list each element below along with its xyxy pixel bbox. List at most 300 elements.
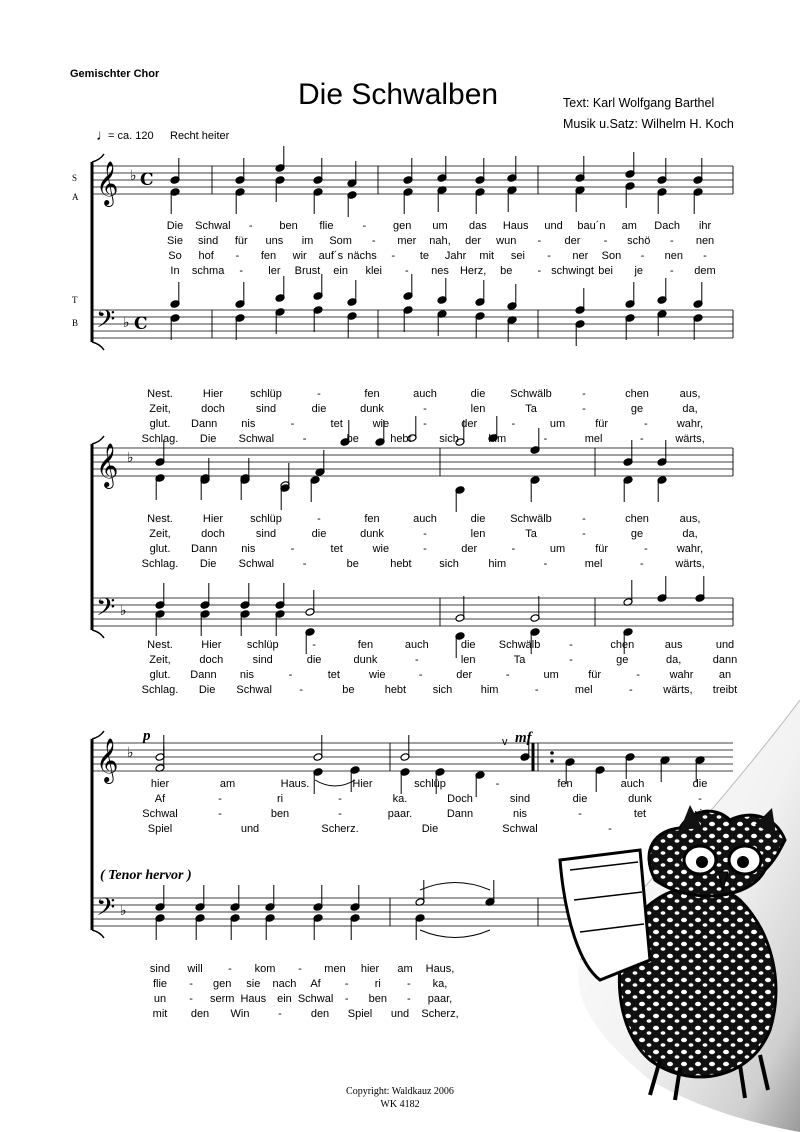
lyric-syllable: So [168, 250, 182, 262]
lyric-syllable: wärts, [663, 684, 693, 696]
lyric-syllable: auch [620, 778, 645, 790]
lyric-syllable: hebt [384, 684, 407, 696]
lyric-syllable: Herz, [459, 265, 487, 277]
lyric-syllable: him [488, 433, 507, 445]
lyric-syllable: be [346, 433, 359, 445]
lyric-syllable: - [371, 235, 376, 247]
lyric-syllable: Sie [167, 235, 183, 247]
lyric-syllable: - [582, 513, 586, 525]
lyric-syllable: - [391, 250, 396, 262]
lyric-syllable: flie [319, 220, 334, 232]
lyric-syllable: chen [610, 639, 635, 651]
lyric-syllable: - [703, 250, 707, 262]
treble-clef: 𝄞 [96, 161, 119, 205]
lyric-syllable: fen [557, 778, 573, 790]
lyric-syllable: Schwal [142, 808, 178, 820]
lyric-syllable: tet [330, 543, 343, 555]
lyric-syllable: bei [598, 265, 613, 277]
system-bracket [92, 930, 104, 938]
lyric-syllable: Zeit, [149, 528, 171, 540]
lyric-syllable: mit [152, 1008, 168, 1020]
lyric-syllable: - [640, 250, 645, 262]
lyric-syllable: Schwälb [510, 388, 552, 400]
lyric-syllable: um [543, 669, 559, 681]
lyric-syllable: dunk [353, 654, 378, 666]
lyric-syllable: den [190, 1008, 210, 1020]
lyric-syllable: Die [421, 823, 439, 835]
lyric-syllable: die [692, 778, 708, 790]
lyric-syllable: ben [279, 220, 298, 232]
lyric-syllable: him [480, 684, 499, 696]
quarter-note-icon: ♩ [96, 127, 111, 144]
catalog-number: WK 4182 [380, 1099, 420, 1110]
lyric-syllable: - [582, 528, 586, 540]
lyric-syllable: In [170, 265, 180, 277]
lyric-syllable: will [187, 963, 203, 975]
lyric-syllable: - [407, 978, 411, 990]
lyric-syllable: schlüp [246, 639, 279, 651]
lyric-syllable: ge [616, 654, 629, 666]
lyric-syllable: Dann [191, 418, 218, 430]
lyric-syllable: ri [276, 793, 284, 805]
lyric-syllable: der [456, 669, 473, 681]
lyric-syllable: - [338, 793, 342, 805]
lyric-syllable: Schlag. [141, 433, 179, 445]
lyric-syllable: - [537, 265, 542, 277]
lyric-syllable: nes [431, 265, 449, 277]
lyric-syllable: nis [239, 669, 254, 681]
lyric-syllable: - [636, 669, 640, 681]
lyric-syllable: schlüp [250, 388, 282, 400]
lyric-syllable: auch [413, 388, 437, 400]
lyric-syllable: - [362, 220, 367, 232]
lyric-syllable: Zeit, [149, 654, 171, 666]
lyric-syllable: der [461, 418, 478, 430]
lyric-syllable: Dann [446, 808, 474, 820]
lyric-syllable: nis [241, 418, 256, 430]
lyric-syllable: hebt [390, 558, 412, 570]
lyric-syllable: um [549, 418, 566, 430]
lyric-syllable: len [470, 528, 486, 540]
music-credit: Musik u.Satz: Wilhelm H. Koch [563, 117, 734, 131]
voice-label-tenor: T [72, 295, 78, 305]
lyric-syllable: sich [432, 684, 453, 696]
bass-clef: 𝄢 [96, 893, 116, 928]
lyric-syllable: Af [310, 978, 321, 990]
lyric-syllable: für [234, 235, 248, 247]
flat-sign: ♭ [120, 603, 127, 619]
lyric-syllable: tet [330, 418, 343, 430]
lyric-syllable: glut. [149, 543, 171, 555]
lyric-syllable: Schwal [236, 684, 272, 696]
lyric-syllable: fen [364, 388, 380, 400]
lyric-syllable: hier [150, 778, 170, 790]
lyric-syllable: - [189, 978, 193, 990]
lyric-syllable: sind [255, 403, 277, 415]
lyric-syllable: nach [272, 978, 297, 990]
lyric-syllable: sind [509, 793, 531, 805]
system-bracket [92, 630, 104, 638]
lyric-syllable: Haus. [280, 778, 310, 790]
lyric-syllable: an [718, 669, 732, 681]
lyric-syllable: fen [364, 513, 380, 525]
lyric-syllable: sind [255, 528, 277, 540]
lyric-syllable: wahr, [676, 543, 704, 555]
lyric-syllable: Schwal [297, 993, 334, 1005]
lyric-syllable: - [338, 808, 342, 820]
dynamic-mezzoforte: mf [515, 730, 532, 746]
lyric-syllable: - [505, 669, 510, 681]
common-time: C [140, 170, 154, 190]
bass-clef: 𝄢 [96, 593, 116, 628]
lyric-syllable: da, [682, 528, 698, 540]
lyric-syllable: Son [601, 250, 622, 262]
lyric-syllable: für [588, 669, 602, 681]
lyric-syllable: paar. [387, 808, 413, 820]
lyric-syllable: mer [397, 235, 417, 247]
lyric-syllable: und [715, 639, 735, 651]
text-credit: Text: Karl Wolfgang Barthel [563, 96, 715, 110]
lyric-syllable: glut. [149, 669, 171, 681]
flat-sign: ♭ [123, 315, 130, 331]
lyric-syllable: für [595, 418, 609, 430]
lyric-syllable: Dann [190, 669, 217, 681]
lyric-syllable: aus, [679, 513, 701, 525]
lyric-syllable: fen [357, 639, 374, 651]
lyric-syllable: - [569, 639, 573, 651]
treble-clef: 𝄞 [96, 738, 119, 782]
lyric-syllable: fen [260, 250, 277, 262]
lyric-syllable: - [534, 684, 539, 696]
copyright: Copyright: Waldkauz 2006 [346, 1086, 454, 1097]
lyric-syllable: uns [265, 235, 284, 247]
lyric-syllable: nen [664, 250, 683, 262]
lyric-syllable: sind [198, 235, 219, 247]
lyric-syllable: - [537, 235, 542, 247]
lyric-syllable: am [219, 778, 236, 790]
lyric-syllable: - [423, 403, 427, 415]
lyric-syllable: sich [439, 558, 459, 570]
lyric-syllable: ben [368, 993, 387, 1005]
lyric-syllable: - [418, 669, 423, 681]
lyric-syllable: Haus [502, 220, 529, 232]
lyric-syllable: Schlag. [141, 558, 179, 570]
lyric-syllable: len [470, 403, 486, 415]
lyric-syllable: bau´n [577, 220, 606, 232]
tenor-hint: ( Tenor hervor ) [100, 868, 192, 883]
treble-clef: 𝄞 [96, 443, 119, 487]
lyric-syllable: um [432, 220, 448, 232]
lyric-syllable: - [628, 684, 633, 696]
lyric-syllable: dem [694, 265, 716, 277]
lyric-syllable: mel [584, 558, 603, 570]
choir-type: Gemischter Chor [70, 68, 160, 80]
lyric-syllable: tet [633, 808, 647, 820]
lyric-syllable: doch [199, 654, 224, 666]
lyric-syllable: da, [665, 654, 682, 666]
lyric-syllable: Af [154, 793, 166, 805]
lyric-syllable: doch [201, 528, 225, 540]
lyric-syllable: Die [198, 684, 216, 696]
tie-slur [420, 883, 490, 891]
lyric-syllable: Zeit, [149, 403, 171, 415]
lyric-syllable: - [423, 543, 427, 555]
lyric-syllable: nis [512, 808, 528, 820]
lyric-syllable: Haus, [425, 963, 455, 975]
tie-slur [315, 780, 355, 786]
lyric-syllable: - [423, 528, 427, 540]
lyric-syllable: der [465, 235, 482, 247]
lyric-syllable: Ta [525, 403, 537, 415]
lyric-syllable: - [290, 418, 295, 430]
lyric-syllable: klei [365, 265, 383, 277]
lyric-syllable: chen [625, 513, 649, 525]
lyric-syllable: nis [241, 543, 256, 555]
lyric-syllable: hof [198, 250, 214, 262]
lyric-syllable: kom [254, 963, 276, 975]
lyric-syllable: Spiel [347, 1008, 373, 1020]
lyric-syllable: - [543, 433, 548, 445]
lyric-syllable: den [310, 1008, 330, 1020]
lyric-syllable: len [460, 654, 476, 666]
lyric-syllable: schlüp [414, 778, 446, 790]
lyric-syllable: am [621, 220, 637, 232]
lyric-syllable: - [511, 543, 516, 555]
lyric-syllable: - [218, 808, 222, 820]
lyric-syllable: mit [479, 250, 495, 262]
lyric-syllable: - [582, 388, 586, 400]
lyric-syllable: be [346, 558, 359, 570]
tempo-marking: Recht heiter [170, 130, 230, 142]
lyric-syllable: die [470, 513, 486, 525]
lyric-syllable: schö [627, 235, 651, 247]
flat-sign: ♭ [130, 168, 137, 184]
owl-body [560, 805, 785, 1100]
lyric-syllable: Jahr [444, 250, 467, 262]
lyric-syllable: gen [392, 220, 412, 232]
lyric-syllable: te [419, 250, 429, 262]
lyric-syllable: - [302, 433, 307, 445]
lyric-syllable: Hier [201, 639, 222, 651]
lyric-syllable: mel [574, 684, 593, 696]
lyric-syllable: je [634, 265, 644, 277]
lyric-syllable: sind [149, 963, 171, 975]
lyric-syllable: - [569, 654, 573, 666]
lyric-syllable: Win [230, 1008, 250, 1020]
page-title: Die Schwalben [298, 78, 499, 111]
lyric-syllable: wie [372, 543, 390, 555]
lyric-syllable: auf´s [318, 250, 344, 262]
lyric-syllable: - [582, 403, 586, 415]
lyric-syllable: doch [201, 403, 225, 415]
lyric-syllable: sie [246, 978, 261, 990]
lyric-syllable: glut. [149, 418, 171, 430]
lyric-syllable: ka, [432, 978, 448, 990]
lyric-syllable: mel [584, 433, 603, 445]
lyric-syllable: nächs [347, 250, 377, 262]
lyric-syllable: Die [199, 558, 217, 570]
lyric-syllable: - [405, 265, 409, 277]
lyric-syllable: aus, [679, 388, 701, 400]
lyric-syllable: wun [496, 235, 517, 247]
lyric-syllable: - [299, 684, 304, 696]
bass-clef: 𝄢 [96, 305, 116, 340]
lyric-syllable: Scherz, [421, 1008, 459, 1020]
lyric-syllable: und [390, 1008, 410, 1020]
lyric-syllable: für [595, 543, 609, 555]
lyric-syllable: ihr [698, 220, 712, 232]
lyric-syllable: sei [510, 250, 525, 262]
lyric-syllable: die [460, 639, 476, 651]
lyric-syllable: gen [213, 978, 232, 990]
lyric-syllable: Scherz. [321, 823, 359, 835]
tie-slur [420, 930, 490, 938]
lyric-syllable: - [423, 418, 427, 430]
lyric-syllable: und [240, 823, 260, 835]
lyric-syllable: Spiel [147, 823, 173, 835]
lyric-syllable: Hier [202, 513, 224, 525]
lyric-syllable: Die [166, 220, 184, 232]
lyric-syllable: Nest. [147, 513, 173, 525]
lyric-syllable: Schwal [195, 220, 231, 232]
lyric-syllable: ein [277, 993, 292, 1005]
lyric-syllable: - [317, 388, 321, 400]
lyric-syllable: Nest. [147, 639, 173, 651]
lyric-syllable: dunk [360, 403, 384, 415]
lyric-syllable: Schwälb [498, 639, 541, 651]
lyric-syllable: der [461, 543, 478, 555]
lyric-syllable: chen [625, 388, 649, 400]
lyric-syllable: Dach [654, 220, 680, 232]
lyric-syllable: - [344, 993, 349, 1005]
lyric-syllable: - [495, 778, 500, 790]
lyric-syllable: - [344, 978, 349, 990]
lyric-syllable: - [288, 669, 293, 681]
lyric-syllable: - [511, 418, 516, 430]
common-time: C [134, 314, 148, 334]
lyric-syllable: ner [572, 250, 589, 262]
lyric-syllable: - [578, 808, 582, 820]
lyric-syllable: wärts, [675, 433, 705, 445]
lyric-syllable: - [235, 250, 240, 262]
lyric-syllable: Ta [513, 654, 526, 666]
lyric-syllable: ben [270, 808, 290, 820]
lyric-syllable: - [603, 235, 608, 247]
lyric-syllable: die [311, 528, 327, 540]
lyric-syllable: im [301, 235, 314, 247]
lyric-syllable: - [414, 654, 419, 666]
lyric-syllable: - [608, 823, 612, 835]
lyric-syllable: - [189, 993, 193, 1005]
lyric-syllable: - [643, 543, 648, 555]
lyric-syllable: schlüp [250, 513, 282, 525]
lyric-syllable: - [317, 513, 321, 525]
lyric-syllable: - [218, 793, 222, 805]
lyric-syllable: schma [191, 265, 225, 277]
lyric-syllable: - [248, 220, 253, 232]
flat-sign: ♭ [120, 903, 127, 919]
lyric-syllable: Doch [447, 793, 473, 805]
flat-sign: ♭ [127, 450, 134, 466]
lyric-syllable: hier [360, 963, 380, 975]
lyric-syllable: das [468, 220, 487, 232]
lyric-syllable: sind [252, 654, 273, 666]
lyric-syllable: Schwälb [510, 513, 552, 525]
lyric-syllable: die [470, 388, 486, 400]
breath-mark: v [502, 736, 508, 748]
lyric-syllable: - [298, 963, 302, 975]
lyric-syllable: Die [199, 433, 217, 445]
lyric-syllable: Som [329, 235, 352, 247]
lyric-syllable: - [639, 558, 644, 570]
lyric-syllable: - [302, 558, 307, 570]
lyric-syllable: - [698, 793, 702, 805]
lyric-syllable: - [643, 418, 648, 430]
lyric-syllable: dunk [360, 528, 384, 540]
lyric-syllable: hebt [390, 433, 412, 445]
lyric-syllable: wie [369, 669, 386, 681]
lyric-syllable: - [239, 265, 244, 277]
lyric-syllable: um [549, 543, 566, 555]
lyric-syllable: und [544, 220, 563, 232]
lyric-syllable: ka. [392, 793, 408, 805]
lyric-syllable: Ta [525, 528, 537, 540]
lyric-syllable: - [407, 993, 411, 1005]
lyric-syllable: serm [209, 993, 235, 1005]
lyric-syllable: ler [268, 265, 281, 277]
tempo-value: = ca. 120 [108, 130, 154, 142]
lyric-syllable: Brust [294, 265, 321, 277]
lyric-syllable: be [342, 684, 355, 696]
lyric-syllable: Schlag. [141, 684, 179, 696]
lyric-syllable: paar, [427, 993, 453, 1005]
lyric-syllable: sich [439, 433, 459, 445]
lyric-syllable: Schwal [238, 433, 275, 445]
lyric-syllable: ge [630, 403, 644, 415]
lyric-syllable: schwingt [551, 265, 594, 277]
lyric-syllable: Hier [202, 388, 224, 400]
lyric-syllable: Haus [240, 993, 267, 1005]
lyric-syllable: wie [372, 418, 390, 430]
lyric-syllable: be [500, 265, 513, 277]
lyric-syllable: tet [327, 669, 340, 681]
lyric-syllable: - [290, 543, 295, 555]
lyric-syllable: Schwal [238, 558, 275, 570]
lyric-syllable: Nest. [147, 388, 173, 400]
voice-label-bass: B [72, 318, 79, 328]
lyric-syllable: treibt [712, 684, 738, 696]
owl-illustration [540, 700, 800, 1132]
lyric-syllable: wir [292, 250, 307, 262]
voice-label-soprano: S [72, 173, 78, 183]
lyric-syllable: - [228, 963, 232, 975]
lyric-syllable: ge [630, 528, 644, 540]
lyric-syllable: die [311, 403, 327, 415]
lyric-syllable: dunk [628, 793, 652, 805]
lyric-syllable: - [639, 433, 644, 445]
lyric-syllable: - [547, 250, 551, 262]
lyric-syllable: Hier [352, 778, 373, 790]
lyric-syllable: aus [664, 639, 683, 651]
lyric-syllable: - [670, 265, 674, 277]
lyric-syllable: ri [374, 978, 381, 990]
lyric-syllable: Dann [191, 543, 218, 555]
lyric-syllable: him [488, 558, 507, 570]
lyric-syllable: nah, [429, 235, 451, 247]
lyric-syllable: auch [404, 639, 429, 651]
lyric-syllable: men [324, 963, 346, 975]
lyric-syllable: am [397, 963, 413, 975]
